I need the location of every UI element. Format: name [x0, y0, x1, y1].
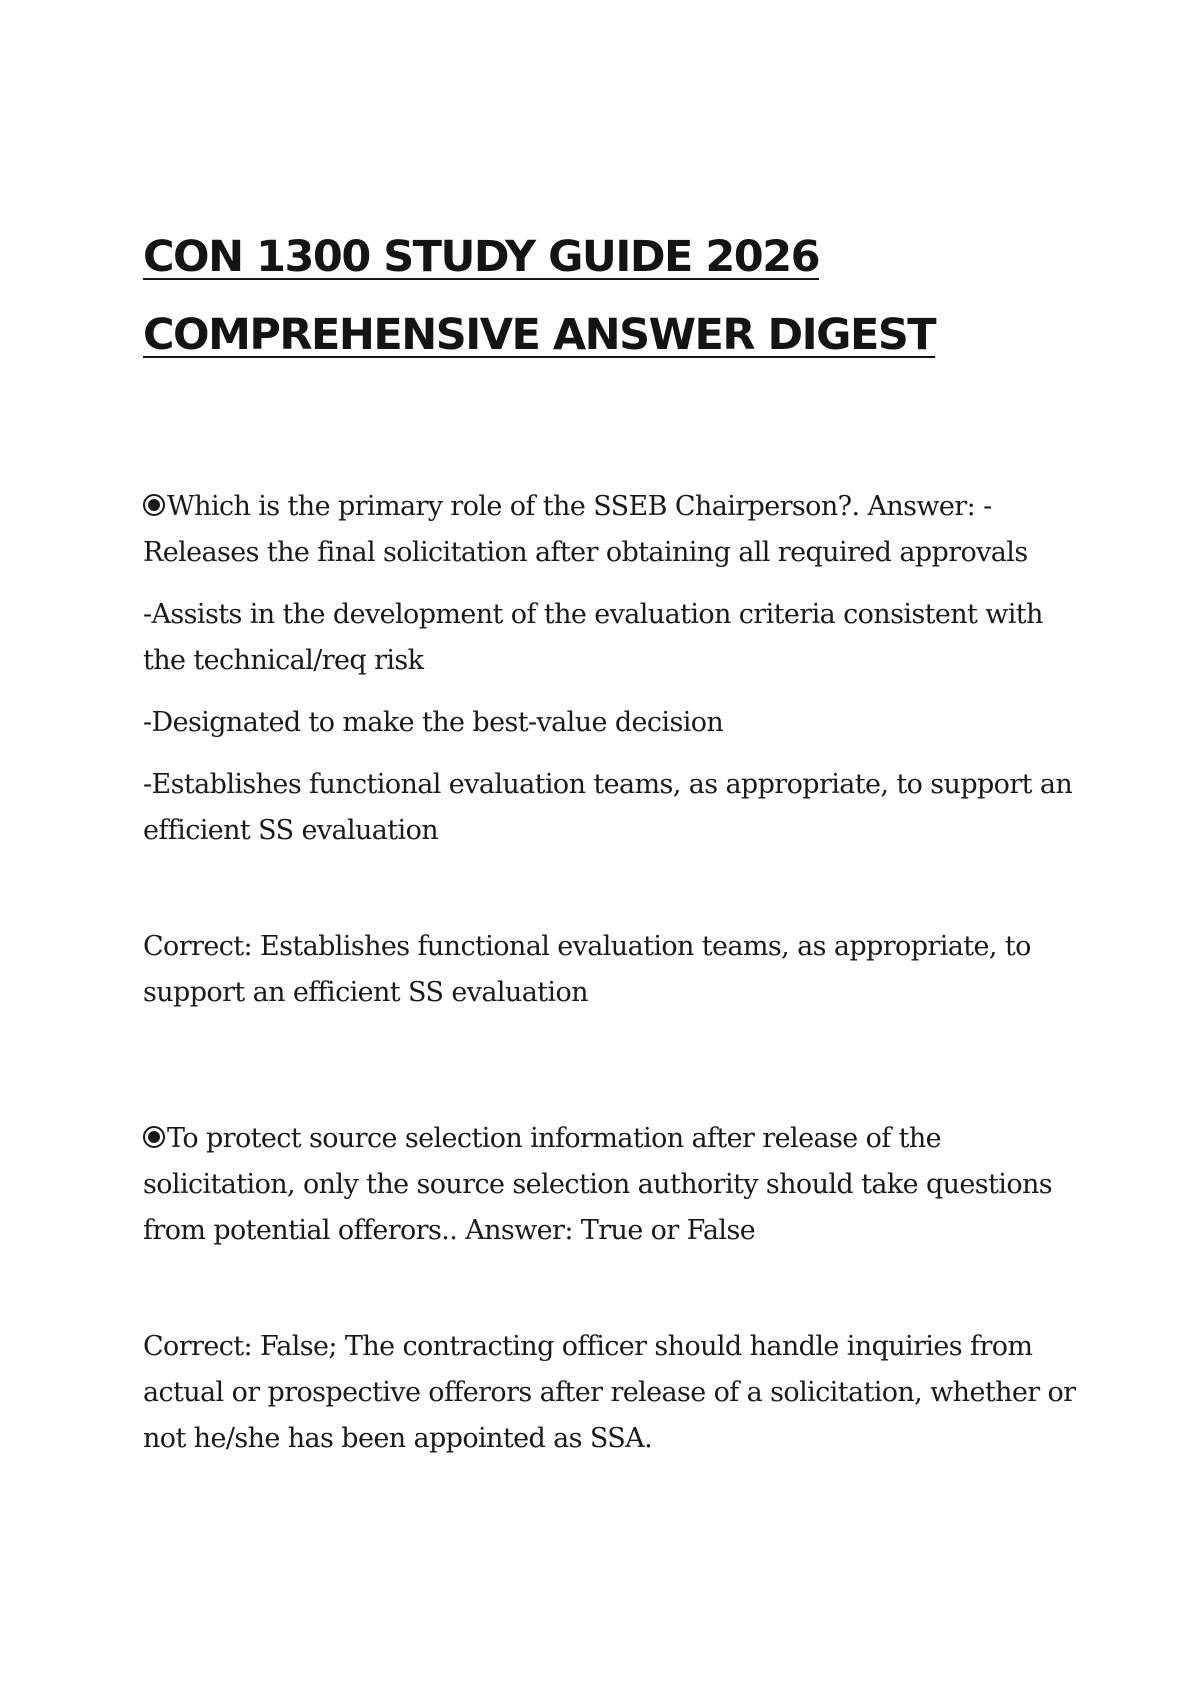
question-1 — [143, 484, 1083, 576]
title-line-2: COMPREHENSIVE ANSWER DIGEST — [143, 310, 936, 360]
question-2-correct-answer: Correct: False; The contracting officer should handle inquiries from actual or prospective offerors after release of a solicitation, whether or not he/she has been appointed as SSA. — [143, 1331, 1076, 1454]
question-1-correct-answer: Correct: Establishes functional evaluation teams, as appropriate, to support an efficient SS evaluation — [143, 931, 1031, 1008]
document-body — [143, 484, 1083, 1462]
radio-bullet-icon — [143, 1126, 165, 1148]
question-2 — [143, 1116, 1083, 1254]
document-page — [143, 218, 1083, 1478]
question-block-1 — [143, 484, 1083, 1016]
question-1-option-2: -Designated to make the best-value decision — [143, 707, 724, 738]
question-block-2 — [143, 1116, 1083, 1462]
question-1-option-3: -Establishes functional evaluation teams, as appropriate, to support an efficient SS evaluation — [143, 769, 1073, 846]
question-1-text: Which is the primary role of the SSEB Chairperson?. Answer: - Releases the final solicitation after obtaining all required approvals — [143, 491, 1028, 568]
question-2-text: To protect source selection information after release of the solicitation, only the source selection authority should take questions from potential offerors.. Answer: True or False — [143, 1123, 1053, 1246]
radio-bullet-icon — [143, 494, 165, 516]
question-1-option-1: -Assists in the development of the evaluation criteria consistent with the technical/req risk — [143, 599, 1043, 676]
document-title — [143, 218, 1083, 374]
title-line-1: CON 1300 STUDY GUIDE 2026 — [143, 232, 820, 282]
